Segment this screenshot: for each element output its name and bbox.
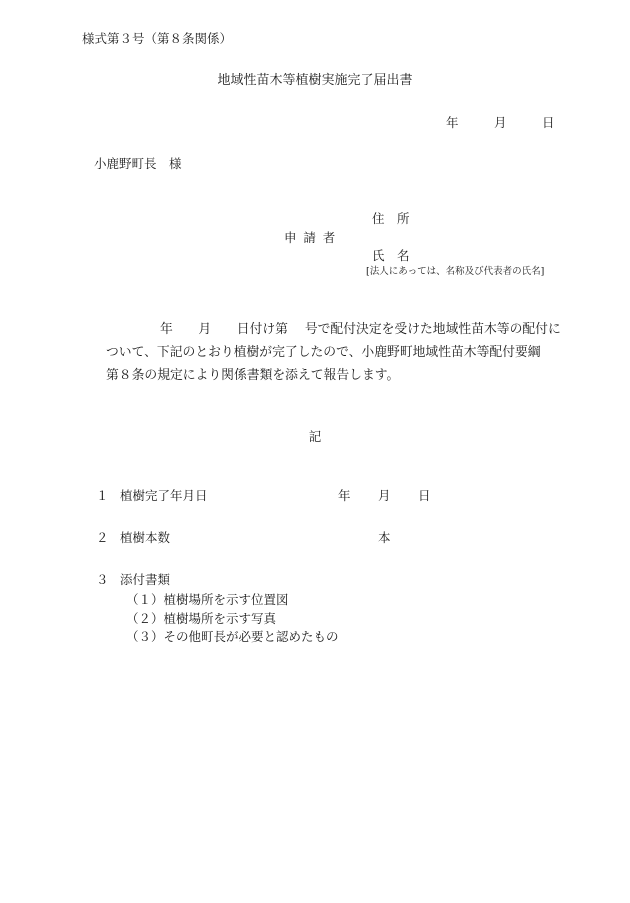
- date-month-label: 月: [494, 115, 507, 130]
- item-1-number: １: [96, 488, 109, 503]
- item-2-number: ２: [96, 530, 109, 545]
- item-1-label: 植樹完了年月日: [120, 488, 208, 503]
- applicant-label: 申請者: [284, 230, 343, 245]
- item-3-number: ３: [96, 572, 109, 587]
- corporate-note: [法人にあっては、名称及び代表者の氏名]: [366, 266, 545, 277]
- name-label: 氏 名: [372, 248, 410, 263]
- body-paragraph-line-1: 年 月 日付け第 号で配付決定を受けた地域性苗木等の配付に: [160, 322, 561, 337]
- date-day-label: 日: [542, 115, 555, 130]
- date-year-label: 年: [446, 115, 459, 130]
- item-2-label: 植樹本数: [120, 530, 171, 545]
- address-label: 住 所: [372, 211, 410, 226]
- item-1-day: 日: [418, 488, 431, 503]
- item-1-year: 年: [338, 488, 351, 503]
- ki-heading: 記: [308, 429, 322, 444]
- item-1-month: 月: [378, 488, 391, 503]
- body-paragraph-line-2: ついて、下記のとおり植樹が完了したので、小鹿野町地域性苗木等配付要綱: [106, 345, 541, 360]
- addressee: 小鹿野町長 様: [94, 156, 182, 171]
- attachment-subitem: （１）植樹場所を示す位置図: [126, 592, 289, 607]
- form-number: 様式第３号（第８条関係）: [82, 31, 233, 46]
- item-3-label: 添付書類: [120, 572, 171, 587]
- document-title: 地域性苗木等植樹実施完了届出書: [217, 73, 413, 88]
- attachment-subitem: （２）植樹場所を示す写真: [126, 611, 277, 626]
- attachment-subitem: （３）その他町長が必要と認めたもの: [126, 629, 339, 644]
- item-2-unit: 本: [378, 530, 391, 545]
- body-paragraph-line-3: 第８条の規定により関係書類を添えて報告します。: [106, 368, 400, 383]
